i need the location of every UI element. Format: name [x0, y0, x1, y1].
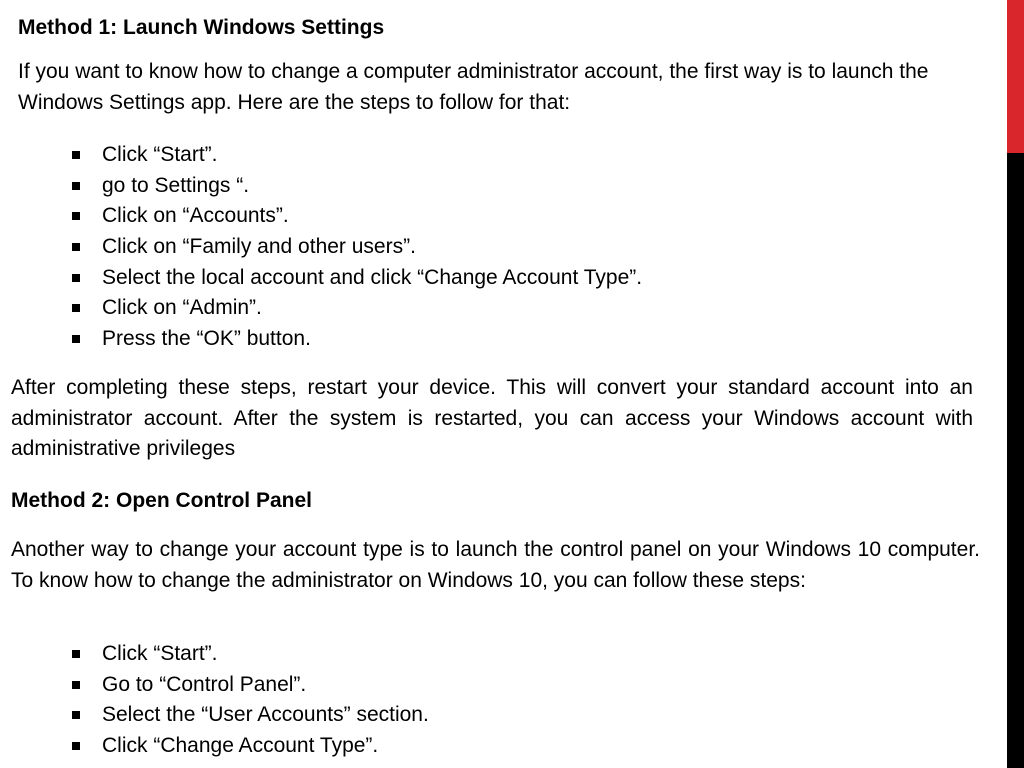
method2-heading: Method 2: Open Control Panel: [11, 489, 313, 512]
step-text: Click on “Family and other users”.: [102, 235, 416, 259]
method2-steps: [72, 639, 429, 762]
side-accent-black: [1007, 153, 1024, 768]
step-text: Select the “User Accounts” section.: [102, 703, 429, 727]
list-item: [72, 140, 642, 171]
bullet-square-icon: [72, 182, 80, 190]
step-text: Click “Start”.: [102, 143, 218, 166]
method2-intro: Another way to change your account type is to launch the control panel on your Windows 10 computer. To know how to change the administrator on Windows 10, you can follow these steps:: [11, 538, 980, 592]
list-item: [72, 201, 642, 232]
bullet-square-icon: [72, 212, 80, 220]
method1-intro: If you want to know how to change a computer administrator account, the first way is to launch the Windows Settings app. Here are the steps to follow for that:: [18, 60, 929, 114]
list-item: [72, 293, 642, 324]
bullet-square-icon: [72, 274, 80, 282]
bullet-square-icon: [72, 243, 80, 251]
bullet-square-icon: [72, 335, 80, 343]
step-text: Click “Change Account Type”.: [102, 734, 379, 758]
method1-steps: [72, 140, 642, 355]
list-item: [72, 232, 642, 263]
list-item: [72, 263, 642, 294]
step-text: Press the “OK” button.: [102, 327, 311, 351]
list-item: [72, 731, 429, 762]
bullet-square-icon: [72, 151, 80, 159]
method1-outro: After completing these steps, restart your device. This will convert your standard account into an administrator account. After the system is restarted, you can access your Windows account with administrative privileges: [11, 376, 973, 460]
bullet-square-icon: [72, 711, 80, 719]
side-accent-red: [1007, 0, 1024, 153]
bullet-square-icon: [72, 742, 80, 750]
method1-heading: Method 1: Launch Windows Settings: [18, 16, 385, 39]
bullet-square-icon: [72, 681, 80, 689]
side-accent-bar: [1007, 0, 1024, 768]
step-text: go to Settings “.: [102, 173, 250, 197]
step-text: Click “Start”.: [102, 642, 218, 665]
list-item: [72, 324, 642, 355]
step-text: Click on “Admin”.: [102, 296, 262, 320]
list-item: [72, 171, 642, 202]
step-text: Select the local account and click “Change Account Type”.: [102, 265, 643, 289]
step-text: Go to “Control Panel”.: [102, 672, 307, 696]
list-item: [72, 639, 429, 670]
step-text: Click on “Accounts”.: [102, 204, 289, 228]
bullet-square-icon: [72, 650, 80, 658]
list-item: [72, 670, 429, 701]
bullet-square-icon: [72, 304, 80, 312]
list-item: [72, 700, 429, 731]
